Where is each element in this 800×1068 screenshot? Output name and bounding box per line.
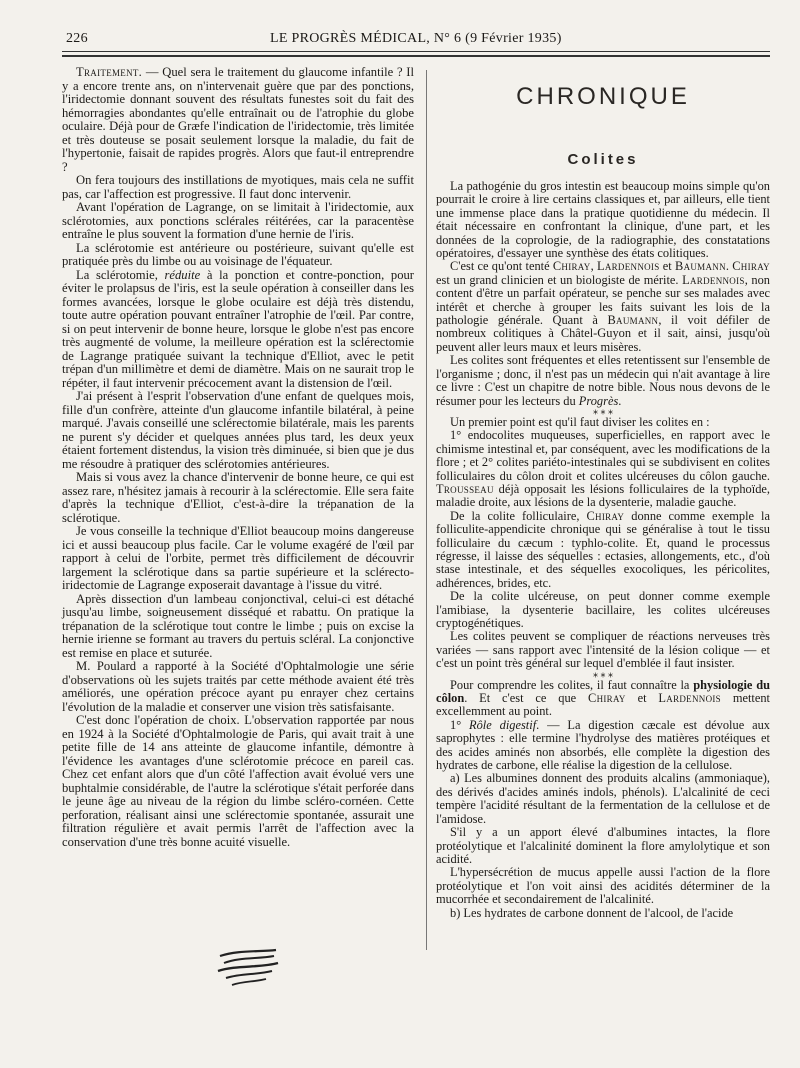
paragraph-text: donne comme exemple la folliculite-appendicite chronique qui se généralise à tout le tissu folliculaire du cæcum : typhlo-colite. Et, quand le processus régresse, il laisse des séquelles : ectasies, allongements, etc., d'où stase intestinale, et des séquelles exocoliques, les péricolites, adhérences, brides, etc. — [436, 508, 770, 590]
paragraph-text: . Et c'est ce que — [464, 691, 588, 706]
paragraph — [62, 66, 414, 174]
paragraph-text: déjà opposait les lésions folliculaires de la typhoïde, maladie droite, aux lésions de la dysenterie, maladie gauche. — [436, 481, 770, 510]
paragraph-text: , — [590, 259, 597, 274]
emphasis: réduite — [164, 267, 201, 282]
paragraph: La pathogénie du gros intestin est beaucoup moins simple qu'on pourrait le croire à lire certains classiques et, par ailleurs, elle tient une immense place dans la pratique quotidienne du médecin. Il était nécessaire en confrontant la clinique, d'une part, et les données de la coprologie, de la radiographie, des constatations opératoires, d'essayer une synthèse des états colitiques. — [436, 179, 770, 261]
author-name: Lardennois — [682, 272, 745, 287]
paragraph: La sclérotomie est antérieure ou postérieure, suivant qu'elle est pratiquée près du limbe ou au voisinage de l'équateur. — [62, 240, 414, 268]
paragraph — [436, 429, 770, 509]
paragraph: Avant l'opération de Lagrange, on se limitait à l'iridectomie, aux sclérotomies, aux ponctions sclérales réitérées, car la paracentèse entraîne le plus souvent la formation d'une hernie de l'iris. — [62, 200, 414, 241]
author-name: Chiray — [732, 259, 770, 274]
running-head — [66, 31, 764, 51]
author-name: Trousseau — [436, 481, 494, 496]
paragraph-text: à la ponction et contre-ponction, pour éviter le prolapsus de l'iris, est la seule opération à conseiller dans les formes avancées, lorsque le globe oculaire est déjà très distendu, toute autre opération pouvant entraîner l'atrophie de l'œil. Par contre, si on peut intervenir de bonne heure, lorsque le globe n'est pas encore très augmenté de volume, la meilleure opération est la sclérectomie de Lagrange pratiquée suivant la technique d'Elliot, avec le petit trépan d'un millimètre et demi de diamètre. Mais on ne saurait trop le répéter, il faut intervenir précocement avant la distension de l'œil. — [62, 267, 414, 390]
paragraph-text: est un grand clinicien et un biologiste de mérite. — [436, 272, 683, 287]
paragraph-text: Pour comprendre les colites, il faut connaître la — [450, 677, 694, 692]
page-number: 226 — [66, 31, 88, 46]
paragraph: L'hypersécrétion de mucus appelle aussi l'action de la flore protéolytique et l'on voit ainsi des acidités déterminer de la mucorrhée et secondairement de l'alcalinité. — [436, 865, 770, 907]
paragraph — [436, 510, 770, 590]
article-title: Colites — [567, 151, 639, 168]
paragraph — [436, 260, 770, 354]
run-in-heading: Traitement. — [76, 65, 143, 79]
paragraph-text: De la colite folliculaire, — [450, 508, 587, 523]
paragraph — [436, 354, 770, 408]
paragraph-text: 1° — [450, 717, 470, 732]
author-name: Chiray — [552, 259, 591, 274]
paragraph-text: . — [618, 393, 622, 408]
right-column — [436, 180, 770, 920]
paragraph-text: 1° endocolites muqueuses, superficielles, en rapport avec le chimisme intestinal et, par conséquent, avec les modifications de la flore ; et 2° colites pariéto-intestinales qui se subdivisent en colites folliculaires du côlon droit et colites ulcéreuses du côlon gauche. — [436, 428, 770, 483]
paragraph-text: . — La digestion cæcale est dévolue aux saprophytes : elle termine l'hydrolyse des matières protéiques et des acides aminés non absorbés, elle complète la digestion des hydrates de carbone, elle réalise la digestion de la cellulose. — [436, 717, 770, 773]
paragraph: C'est donc l'opération de choix. L'observation rapportée par nous en 1924 à la Société d'Ophtalmologie de Paris, qui avait trait à une petite fille de 14 ans atteinte de glaucome infantile, démontre à l'évidence les avantages d'une sclérotomie précoce en pareil cas. Chez cet enfant alors que d'un côté l'affection avait évolué vers une buphtalmie considérable, de l'autre la sclérotique s'était perforée dans le jeune âge au niveau de la région du limbe scléro-cornéen. Cette perforation, réalisant ainsi une sclérectomie spontanée, assurait une filtration régulière et avait permis l'arrêt de l'affection avec la conservation d'une très bonne acuité visuelle. — [62, 713, 414, 849]
paragraph: Un premier point est qu'il faut diviser les colites en : — [450, 414, 710, 429]
column-divider — [426, 70, 427, 950]
paragraph — [62, 269, 414, 391]
paragraph-text: , il voit défiler de nombreux colitiques à Châtel-Guyon et il sait, ainsi, jusqu'où peuvent aller leurs maux et leurs misères. — [436, 313, 770, 354]
paragraph — [436, 719, 770, 773]
author-name: Chiray — [586, 508, 625, 523]
end-ornament-icon — [214, 948, 284, 994]
paragraph-text: C'est ce qu'ont tenté — [450, 259, 553, 274]
paragraph: De la colite ulcéreuse, on peut donner comme exemple l'amibiase, la dysenterie bacillaire, les colites ulcéreuses cryptogénétiques. — [436, 589, 770, 630]
journal-title: LE PROGRÈS MÉDICAL, N° 6 (9 Février 1935) — [270, 31, 562, 46]
author-name: Lardennois — [596, 259, 660, 274]
paragraph-text: et — [659, 259, 675, 274]
author-name: Baumann — [607, 313, 659, 328]
author-name: Chiray — [588, 691, 626, 706]
paragraph: Après dissection d'un lambeau conjonctival, celui-ci est détaché jusqu'au limbe, soigneusement disséqué et rabattu. On pratique la trépanation de la sclérotique tout contre le limbe ; puis on excise la hernie irienne se formant au travers du pertuis scléral. La conjonctive est remise en place et suturée. — [62, 591, 414, 660]
paragraph-text: Les colites sont fréquentes et elles retentissent sur l'ensemble de l'organisme ; donc, il n'est pas un médecin qui n'ait avantage à lire ce livre : C'est un chapitre de notre bible. Nous nous devons de le résumer pour les lecteurs du — [436, 353, 770, 408]
paragraph-text: La sclérotomie, — [76, 267, 165, 282]
paragraph-text: mettent excellemment au point. — [436, 691, 770, 719]
bold-term: physiologie du côlon — [436, 677, 770, 706]
paragraph: M. Poulard a rapporté à la Société d'Ophtalmologie une série d'observations où les sujets traités par cette méthode avaient été très améliorés, une opération précoce ayant pu enrayer chez certains l'évolution de la maladie et conserver une vision très satisfaisante. — [62, 659, 414, 714]
paragraph: J'ai présent à l'esprit l'observation d'une enfant de quelques mois, fille d'un confrère, atteinte d'un glaucome infantile bilatéral, à peine marqué. J'avais conseillé une sclérectomie bilatérale, mais les parents ne purent s'y décider et quelques années plus tard, les deux yeux étaient fortement distendus, la vision très diminuée, si bien que je dus me résoudre à pratiquer des sclérotomies antérieures. — [62, 389, 414, 471]
author-name: Baumann — [675, 259, 726, 274]
emphasis: Progrès — [578, 393, 619, 408]
section-separator: ⁎ ⁎ ⁎ — [593, 405, 613, 417]
paragraph — [436, 679, 770, 719]
paragraph: On fera toujours des instillations de myotiques, mais cela ne suffit pas, car l'affection est progressive. Il faut donc intervenir. — [62, 173, 414, 201]
paragraph: S'il y a un apport élevé d'albumines intactes, la flore protéolytique et l'alcalinité dominent la flore amylolytique et son acidité. — [436, 825, 770, 866]
paragraph-text: , non content d'être un parfait opérateur, se penche sur ses malades avec intérêt et cherche à grouper les faits suivant les lois de la pathologie générale. Quant à — [436, 272, 770, 328]
paragraph: b) Les hydrates de carbone donnent de l'alcool, de l'acide — [450, 905, 734, 920]
author-name: Lardennois — [658, 691, 721, 706]
left-column — [62, 66, 414, 849]
section-separator: ⁎ ⁎ ⁎ — [593, 668, 613, 680]
paragraph: Je vous conseille la technique d'Elliot beaucoup moins dangereuse ici et aussi beaucoup plus facile. Car le volume exagéré de l'œil par rapport à celui de l'orbite, permet très difficilement de découvrir largement la sclérotique dans sa partie supérieure et la sclérecto-iridectomie de Lagrange exposerait davantage à l'issue du vitré. — [62, 524, 414, 592]
paragraph-text: — Quel sera le traitement du glaucome infantile ? Il y a encore trente ans, on n'intervenait guère que par des ponctions, l'iridectomie donnant souvent des résultats funestes soit du fait des hémorragies abondantes qu'elle entraînait ou de l'atrophie du globe oculaire. Déjà pour de Græfe l'indication de l'iridectomie, très limitée et très douteuse se posait seulement lorsque la maladie, du fait de l'hypertonie, faisait de rapides progrès. Alors que faut-il entreprendre ? — [62, 65, 414, 174]
paragraph: Mais si vous avez la chance d'intervenir de bonne heure, ce qui est assez rare, n'hésitez jamais à recourir à la sclérectomie. Elle sera faite d'après la technique d'Elliot, c'est-à-dire la trépanation de la sclérotique. — [62, 470, 414, 525]
paragraph: Les colites peuvent se compliquer de réactions nerveuses très variées — sans rapport avec l'intensité de la lésion colique — et c'est un point très général sur lequel d'emblée il faut insister. — [436, 629, 770, 671]
paragraph-text: . — [725, 259, 733, 274]
paragraph-text: et — [625, 691, 659, 706]
header-rule — [62, 51, 770, 52]
paragraph: a) Les albumines donnent des produits alcalins (ammoniaque), des dérivés d'acides aminés indols, phénols). L'alcalinité de ceci tempère l'acidité résultant de la fermentation de la cellulose et de l'amidose. — [436, 771, 770, 826]
section-heading: CHRONIQUE — [516, 83, 690, 110]
header-rule-thick — [62, 55, 770, 57]
emphasis: Rôle digestif — [469, 717, 537, 732]
